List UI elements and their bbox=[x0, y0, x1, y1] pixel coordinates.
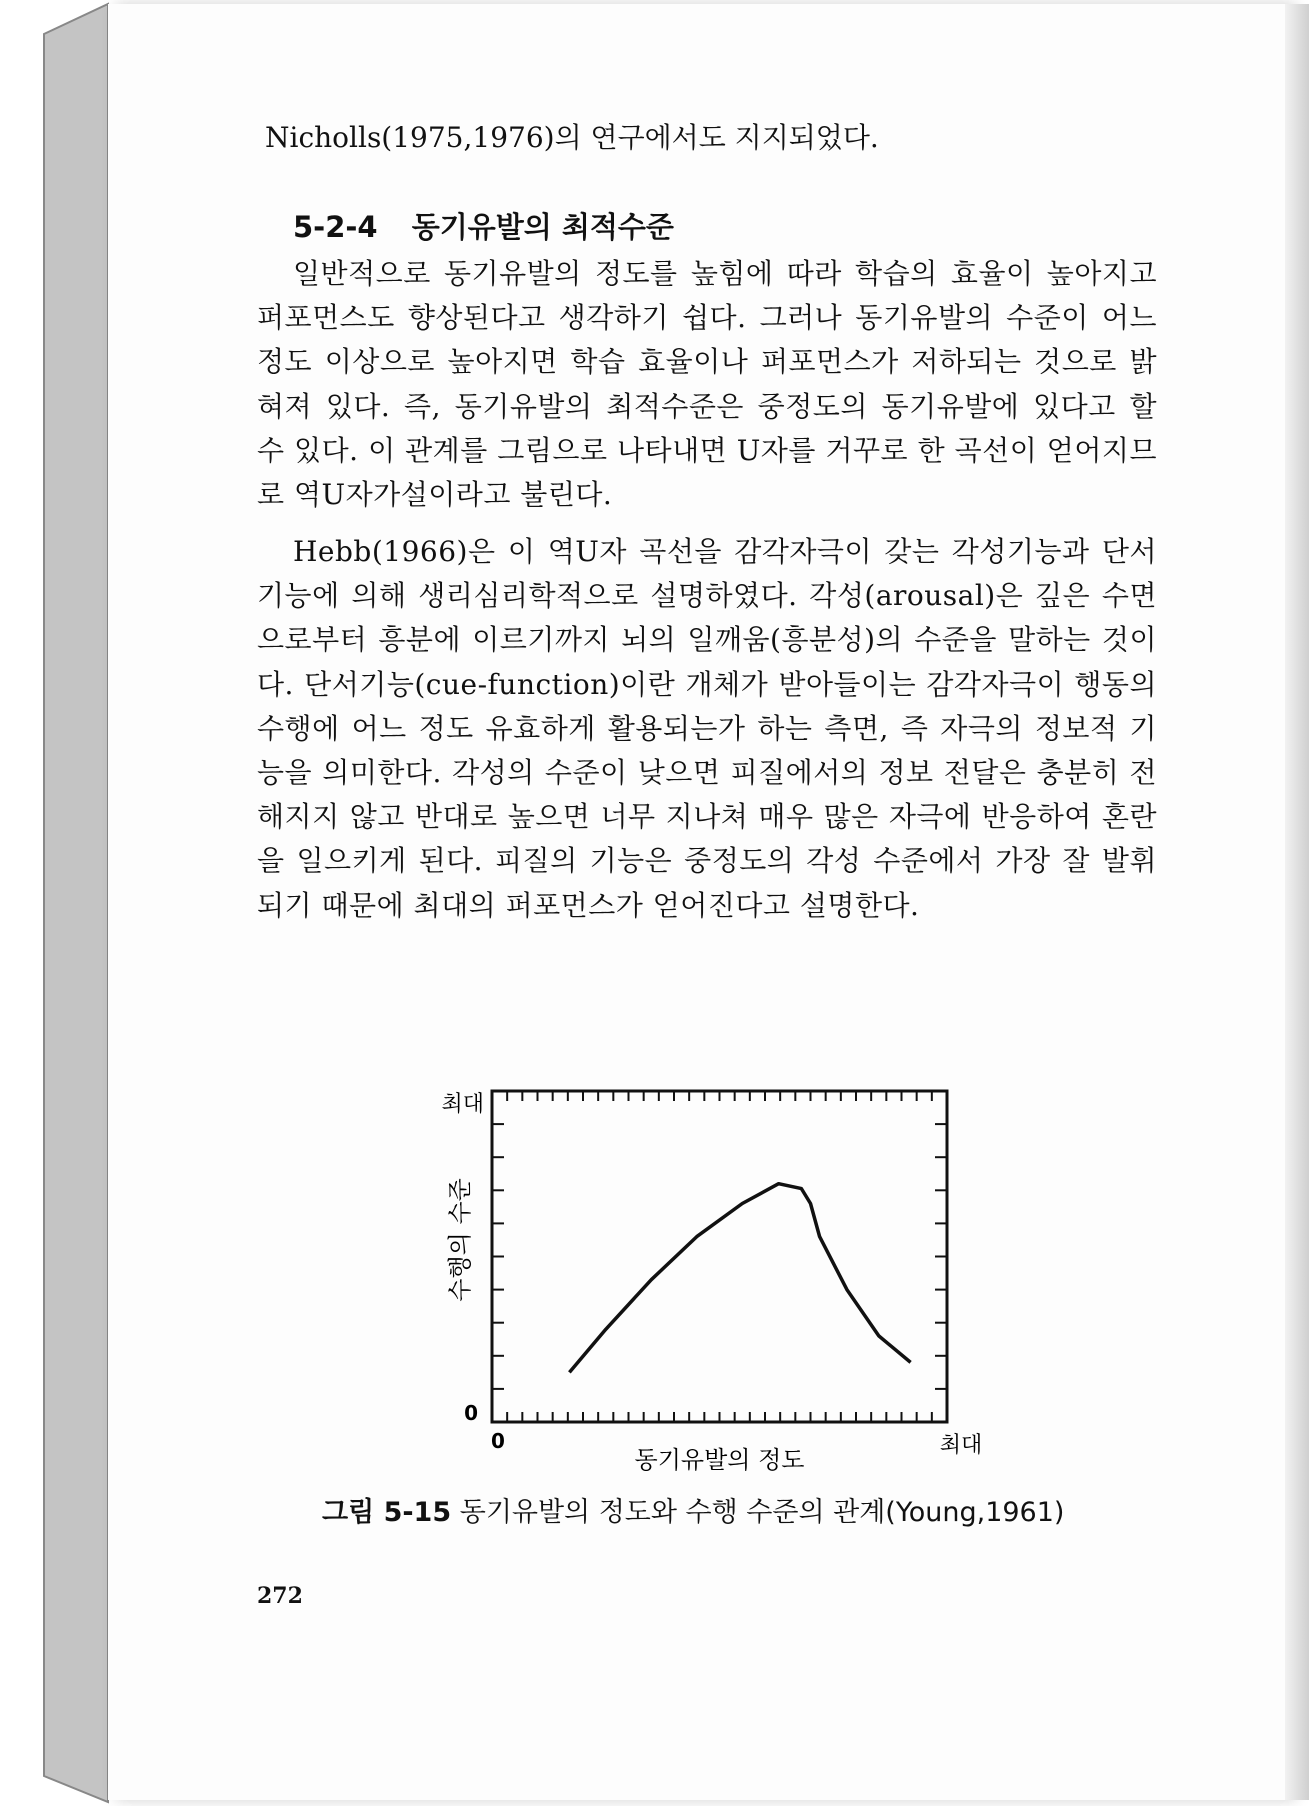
page-number: 272 bbox=[257, 1583, 303, 1609]
x-axis-label: 동기유발의 정도 bbox=[634, 1446, 805, 1474]
section-heading bbox=[293, 205, 674, 246]
paragraph-text: Hebb(1966)은 이 역U자 곡선을 감각자극이 갖는 각성기능과 단서기능에 의해 생리심리학적으로 설명하였다. 각성(arousal)은 깊은 수면으로부터 흥분에 이르기까지 뇌의 일깨움(흥분성)의 수준을 말하는 것이다. 단서기능(cue-function)이란 개체가 받아들이는 감각자극이 행동의 수행에 어느 정도 유효하게 활용되는가 하는 측면, 즉 자극의 정보적 기능을 의미한다. 각성의 수준이 낮으면 피질에서의 정보 전달은 충분히 전해지지 않고 반대로 높으면 너무 지나쳐 매우 많은 자극에 반응하여 혼란을 일으키게 된다. 피질의 기능은 중정도의 각성 수준에서 가장 잘 발휘되기 때문에 최대의 퍼포먼스가 얻어진다고 설명한다. bbox=[257, 535, 1157, 922]
figure-chart bbox=[420, 1070, 980, 1480]
page-edge bbox=[1285, 4, 1309, 1800]
section-title: 동기유발의 최적수준 bbox=[411, 210, 674, 244]
x-tick-label-zero: 0 bbox=[491, 1429, 505, 1453]
paragraph-text: 일반적으로 동기유발의 정도를 높힘에 따라 학습의 효율이 높아지고 퍼포먼스도 향상된다고 생각하기 쉽다. 그러나 동기유발의 수준이 어느 정도 이상으로 높아지면 학습 효율이나 퍼포먼스가 저하되는 것으로 밝혀져 있다. 즉, 동기유발의 최적수준은 중정도의 동기유발에 있다고 할 수 있다. 이 관계를 그림으로 나타내면 U자를 거꾸로 한 곡선이 얻어지므로 역U자가설이라고 불린다. bbox=[257, 257, 1157, 512]
body-paragraph-1 bbox=[257, 252, 1157, 517]
series-line bbox=[569, 1184, 910, 1373]
section-number: 5-2-4 bbox=[293, 210, 378, 244]
y-tick-label-zero: 0 bbox=[464, 1401, 478, 1425]
plot-frame bbox=[492, 1091, 947, 1422]
figure-caption-text: 동기유발의 정도와 수행 수준의 관계(Young,1961) bbox=[459, 1497, 1065, 1528]
y-tick-label-max: 최대 bbox=[441, 1092, 484, 1117]
x-tick-label-max: 최대 bbox=[939, 1433, 980, 1458]
body-paragraph-2 bbox=[257, 530, 1157, 928]
continuation-line: Nicholls(1975,1976)의 연구에서도 지지되었다. bbox=[265, 121, 879, 154]
chart-svg bbox=[420, 1070, 980, 1480]
figure-label: 그림 5-15 bbox=[322, 1497, 452, 1528]
y-axis-label: 수행의 수준 bbox=[446, 1178, 474, 1302]
figure-caption bbox=[322, 1490, 1064, 1529]
